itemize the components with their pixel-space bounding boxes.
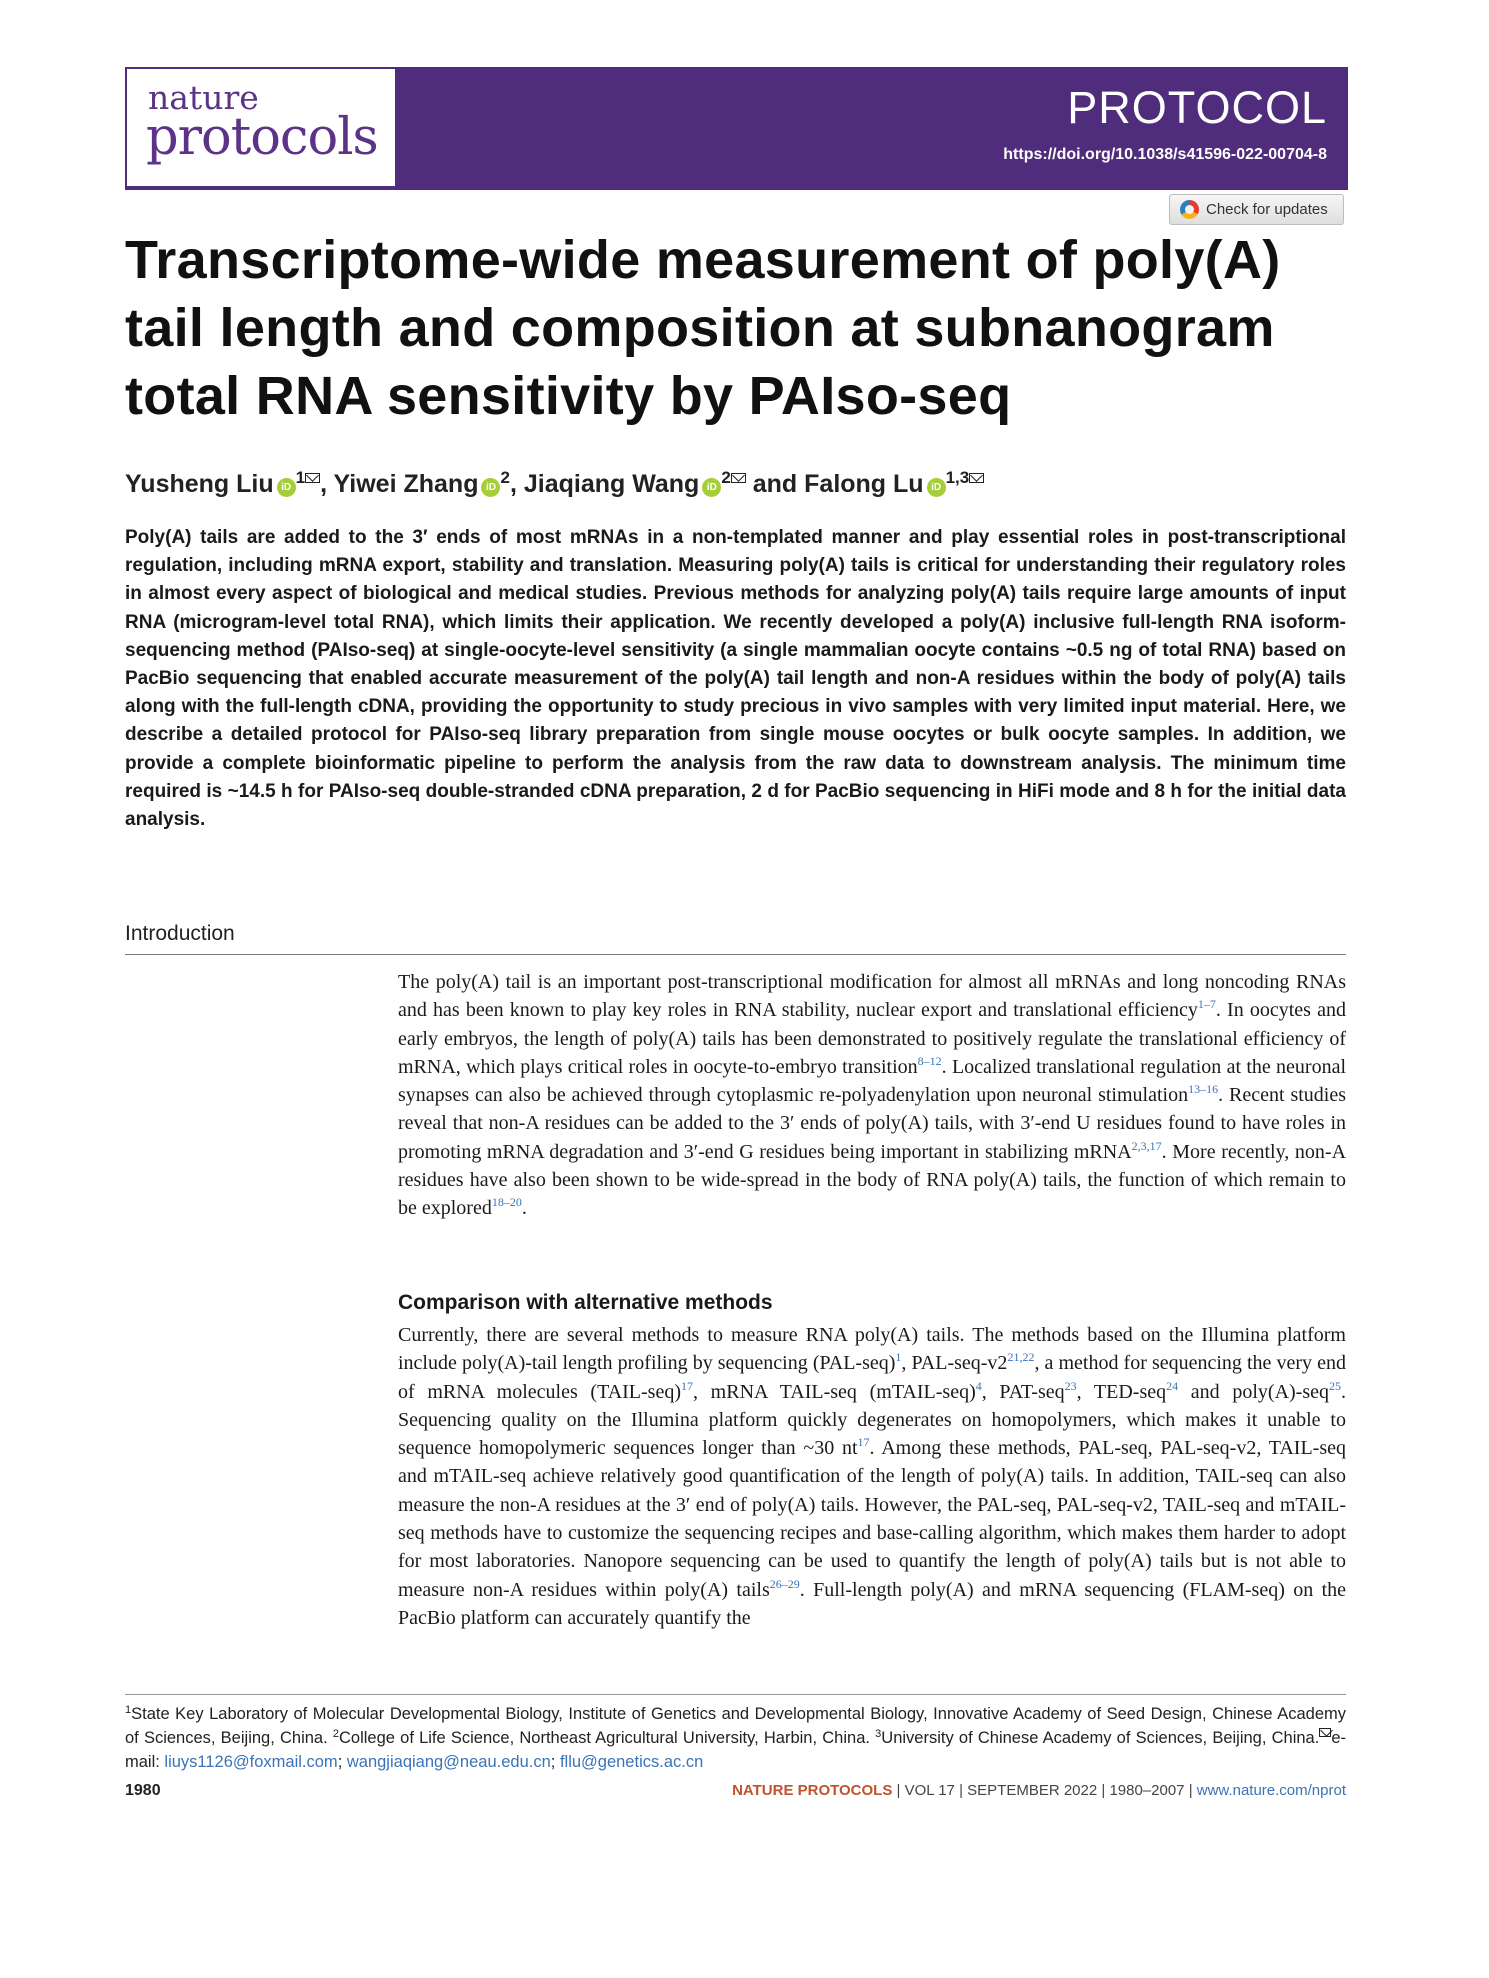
text-run: . Localized translational regulation at the neuronal synapses can also be achieved through cytoplasmic re-polyadenylation upon neuronal stimulation: [398, 1055, 1347, 1107]
comparison-paragraph: [398, 1321, 1346, 1632]
author-affiliation-number: 2: [721, 468, 731, 487]
reference-citation[interactable]: 25: [1329, 1378, 1341, 1393]
journal-footer: NATURE PROTOCOLS | VOL 17 | SEPTEMBER 2022 | 1980–2007 | www.nature.com/nprot: [732, 1782, 1346, 1799]
check-for-updates-label: Check for updates: [1206, 201, 1328, 218]
journal-logo-protocols: protocols: [146, 108, 378, 167]
section-heading-introduction: Introduction: [125, 922, 235, 945]
text-run: . More recently, non-A residues have also been shown to be wide-spread in the body of RNA poly(A) tails, the function of which remain to be explored: [398, 1140, 1347, 1220]
email-link[interactable]: liuys1126@foxmail.com: [164, 1753, 338, 1771]
reference-citation[interactable]: 17: [681, 1378, 694, 1393]
abstract: Poly(A) tails are added to the 3′ ends of most mRNAs in a non-templated manner and play essential roles in post-transcriptional regulation, including mRNA export, stability and translation. Measuring poly(A) tails is critical for understanding their regulatory roles in almost every aspect of biological and medical studies. Previous methods for analyzing poly(A) tails require large amounts of input RNA (microgram-level total RNA), which limits their application. We recently developed a poly(A) inclusive full-length RNA isoform-sequencing method (PAIso-seq) at single-oocyte-level sensitivity (a single mammalian oocyte contains ~0.5 ng of total RNA) based on PacBio sequencing that enabled accurate measurement of the poly(A) tail length and non-A residues within the body of poly(A) tails along with the full-length cDNA, providing the opportunity to study precious in vivo samples with very limited input material. Here, we describe a detailed protocol for PAIso-seq library preparation from single mouse oocytes or bulk oocyte samples. In addition, we provide a complete bioinformatic pipeline to perform the analysis from the raw data to downstream analysis. The minimum time required is ~14.5 h for PAIso-seq double-stranded cDNA preparation, 2 d for PacBio sequencing in HiFi mode and 8 h for the initial data analysis.: [125, 527, 1346, 831]
subsection-heading-comparison: Comparison with alternative methods: [398, 1291, 773, 1314]
text-run: Currently, there are several methods to measure RNA poly(A) tails. The methods based on the Illumina platform include poly(A)-tail length profiling by sequencing (PAL-seq): [398, 1324, 1346, 1375]
author-separator: ,: [509, 470, 524, 498]
email-envelope-icon[interactable]: [969, 473, 984, 483]
check-for-updates-button[interactable]: [1169, 194, 1344, 225]
text-run: .: [521, 1197, 527, 1220]
author-name[interactable]: Yusheng Liu: [125, 470, 274, 498]
affiliations-footnote: $^1$State Key Laboratory of Molecular Developmental Biology, Institute of Genetics and Developmental Biology, Innovative Academy of Seed Design, Chinese Academy of Sciences, Beijing, China. $^2$College of Life Science, Northeast Agricultural University, Harbin, China. $^3$University of Chinese Academy of Sciences, Beijing, China. e-mail: liuys1126@foxmail.com; wangjiaqiang@neau.edu.cn; fllu@genetics.ac.cn: [125, 1704, 1346, 1771]
footnote-divider: [125, 1694, 1346, 1695]
reference-citation[interactable]: 26–29: [769, 1576, 800, 1591]
email-envelope-icon[interactable]: [305, 473, 320, 483]
reference-citation[interactable]: 4: [975, 1378, 982, 1393]
text-run: , PAL-seq-v2: [901, 1352, 1008, 1375]
affiliation-2: College of Life Science, Northeast Agricultural University, Harbin, China.: [339, 1729, 876, 1747]
section-divider: [125, 954, 1346, 955]
footer-date: SEPTEMBER 2022: [967, 1782, 1098, 1799]
reference-citation[interactable]: 18–20: [491, 1195, 522, 1210]
affiliation-number: 2: [332, 1728, 339, 1740]
text-run: . Recent studies reveal that non-A residues can be added to the 3′ ends of poly(A) tails, with 3′-end U residues found to have roles in promoting mRNA degradation and 3′-end G residues being important in stabilizing mRNA: [398, 1084, 1346, 1163]
reference-citation[interactable]: 8–12: [917, 1053, 942, 1068]
email-link[interactable]: wangjiaqiang@neau.edu.cn: [346, 1753, 551, 1771]
reference-citation[interactable]: 23: [1064, 1378, 1077, 1393]
reference-citation[interactable]: 1: [895, 1350, 902, 1365]
reference-citation[interactable]: 21,22: [1007, 1350, 1035, 1365]
affiliation-number: 1: [125, 1704, 132, 1716]
email-label: e-mail:: [125, 1729, 1346, 1771]
email-envelope-icon[interactable]: [731, 473, 746, 483]
footer-journal-url[interactable]: www.nature.com/nprot: [1196, 1782, 1346, 1799]
author-list: [125, 458, 1345, 504]
affiliation-1: State Key Laboratory of Molecular Developmental Biology, Institute of Genetics and Developmental Biology, Innovative Academy of Seed Design, Chinese Academy of Sciences, Beijing, China.: [125, 1705, 1346, 1747]
footer-volume: VOL 17: [904, 1782, 955, 1799]
text-run: . Full-length poly(A) and mRNA sequencing (FLAM-seq) on the PacBio platform can accurately quantify the: [398, 1578, 1347, 1629]
orcid-icon[interactable]: iD: [277, 478, 296, 497]
author-affiliation-number: 1: [295, 468, 306, 487]
author-name[interactable]: Falong Lu: [804, 470, 924, 498]
crossmark-icon: [1180, 200, 1199, 219]
introduction-paragraph: [398, 968, 1346, 1223]
author-name[interactable]: Jiaqiang Wang: [523, 470, 700, 498]
text-run: . In oocytes and early embryos, the length of poly(A) tails has been demonstrated to positively regulate the translational efficiency of mRNA, which plays critical roles in oocyte-to-embryo transition: [398, 999, 1346, 1078]
reference-citation[interactable]: 2,3,17: [1131, 1138, 1162, 1153]
page-number: 1980: [125, 1782, 161, 1799]
author-separator: and: [745, 470, 805, 498]
author-name[interactable]: Yiwei Zhang: [333, 470, 479, 498]
footer-journal-name: NATURE PROTOCOLS: [732, 1782, 893, 1799]
text-run: The poly(A) tail is an important post-transcriptional modification for almost all mRNAs and long noncoding RNAs and has been known to play key roles in RNA stability, nuclear export and translational efficiency: [398, 971, 1346, 1022]
article-title: Transcriptome-wide measurement of poly(A) tail length and composition at subnanogram total RNA sensitivity by PAIso-seq: [125, 230, 1281, 426]
text-run: . Sequencing quality on the Illumina platform quickly degenerates on homopolymers, which makes it unable to sequence homopolymeric sequences longer than ~30 nt: [398, 1380, 1346, 1460]
orcid-icon[interactable]: iD: [702, 478, 721, 497]
email-link[interactable]: fllu@genetics.ac.cn: [559, 1753, 704, 1771]
affiliation-number: 3: [875, 1728, 882, 1740]
orcid-icon[interactable]: iD: [481, 478, 500, 497]
footer-pages: 1980–2007: [1109, 1782, 1185, 1799]
affiliation-3: University of Chinese Academy of Sciences, Beijing, China.: [881, 1729, 1320, 1747]
journal-logo-nature: nature: [148, 78, 259, 117]
doi-link[interactable]: https://doi.org/10.1038/s41596-022-00704-8: [1003, 146, 1327, 163]
author-affiliation-number: 1,3: [945, 468, 970, 487]
text-run: , a method for sequencing the very end of mRNA molecules (TAIL-seq): [398, 1352, 1346, 1403]
email-envelope-icon: [1319, 1728, 1331, 1737]
author-affiliation-number: 2: [500, 468, 510, 487]
article-type-label: PROTOCOL: [1067, 82, 1327, 133]
reference-citation[interactable]: 1–7: [1197, 997, 1216, 1012]
text-run: , PAT-seq: [981, 1380, 1065, 1403]
text-run: and poly(A)-seq: [1178, 1380, 1329, 1403]
orcid-icon[interactable]: iD: [927, 478, 946, 497]
author-separator: ,: [320, 470, 334, 498]
text-run: , mRNA TAIL-seq (mTAIL-seq): [693, 1380, 976, 1403]
text-run: , TED-seq: [1076, 1380, 1167, 1403]
text-run: . Among these methods, PAL-seq, PAL-seq-v2, TAIL-seq and mTAIL-seq achieve relatively good quantification of the length of poly(A) tails. In addition, TAIL-seq can also measure the non-A residues at the 3′ end of poly(A) tails. However, the PAL-seq, PAL-seq-v2, TAIL-seq and mTAIL-seq methods have to customize the sequencing recipes and base-calling algorithm, which makes them harder to adopt for most laboratories. Nanopore sequencing can be used to quantify the length of poly(A) tails but is not able to measure non-A residues within poly(A) tails: [398, 1437, 1346, 1601]
reference-citation[interactable]: 17: [857, 1435, 870, 1450]
reference-citation[interactable]: 13–16: [1188, 1082, 1219, 1097]
reference-citation[interactable]: 24: [1166, 1378, 1179, 1393]
